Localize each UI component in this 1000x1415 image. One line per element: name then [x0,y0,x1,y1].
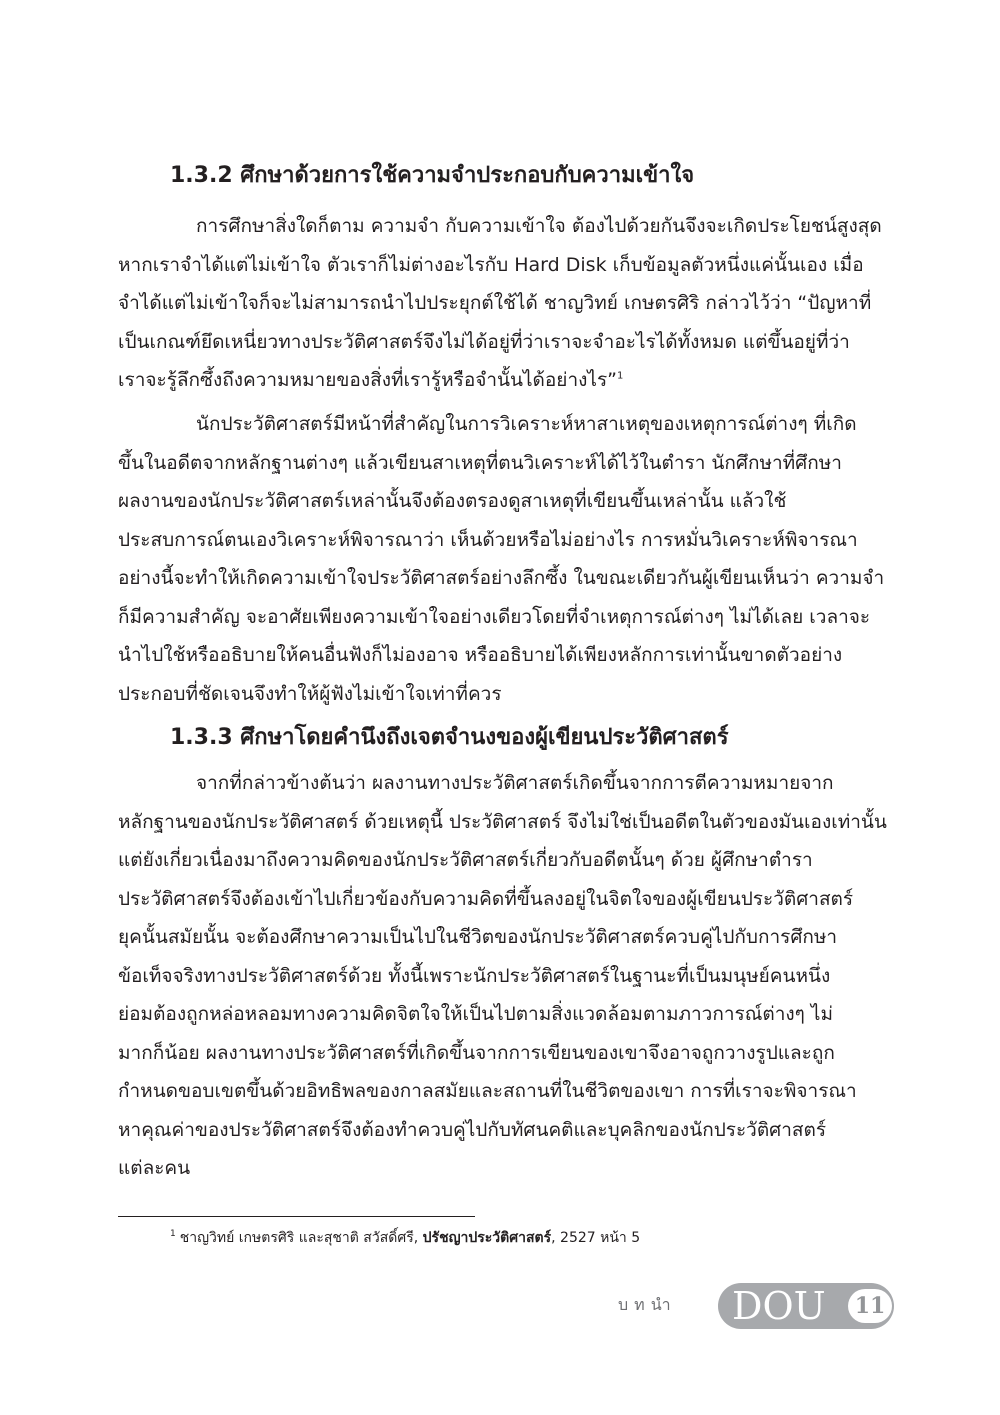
paragraph-line: หากเราจำได้แต่ไม่เข้าใจ ตัวเราก็ไม่ต่างอะไรกับ Hard Disk เก็บข้อมูลตัวหนึ่งแค่นั้นเอง เมื่อ [118,253,864,276]
footnote-divider [118,1216,475,1217]
dou-logo: DOU [732,1284,826,1328]
paragraph-line: เป็นเกณฑ์ยึดเหนี่ยวทางประวัติศาสตร์จึงไม่ได้อยู่ที่ว่าเราจะจำอะไรได้ทั้งหมด แต่ขึ้นอยู่ที่ว่า [118,330,850,353]
paragraph-line: ก็มีความสำคัญ จะอาศัยเพียงความเข้าใจอย่างเดียวโดยที่จำเหตุการณ์ต่างๆ ไม่ได้เลย เวลาจะ [118,605,871,628]
paragraph-line [118,361,895,400]
section-132-paragraph-2 [118,405,895,713]
section-133-heading: 1.3.3 ศึกษาโดยคำนึงถึงเจตจำนงของผู้เขียนประวัติศาสตร์ [170,725,729,750]
footnote-book-title: ปรัชญาประวัติศาสตร์ [422,1230,552,1246]
paragraph-line: หาคุณค่าของประวัติศาสตร์จึงต้องทำควบคู่ไปกับทัศนคติและบุคลิกของนักประวัติศาสตร์ [118,1118,827,1141]
page-number: 11 [848,1289,892,1323]
footnote-details: , 2527 หน้า 5 [551,1230,641,1246]
footnote-author: ชาญวิทย์ เกษตรศิริ และสุชาติ สวัสดิ์ศรี, [179,1230,419,1246]
paragraph-line: ย่อมต้องถูกหล่อหลอมทางความคิดจิตใจให้เป็นไปตามสิ่งแวดล้อมตามภาวการณ์ต่างๆ ไม่ [118,1003,833,1025]
paragraph-line: ข้อเท็จจริงทางประวัติศาสตร์ด้วย ทั้งนี้เพราะนักประวัติศาสตร์ในฐานะที่เป็นมนุษย์คนหนึ่ง [118,964,831,987]
chapter-name: บทนำ [618,1295,677,1314]
paragraph-line: แต่ยังเกี่ยวเนื่องมาถึงความคิดของนักประวัติศาสตร์เกี่ยวกับอดีตนั้นๆ ด้วย ผู้ศึกษาตำรา [118,849,813,871]
paragraph-line: ประกอบที่ชัดเจนจึงทำให้ผู้ฟังไม่เข้าใจเท่าที่ควร [118,682,502,705]
paragraph-line: มากก็น้อย ผลงานทางประวัติศาสตร์ที่เกิดขึ้นจากการเขียนของเขาจึงอาจถูกวางรูปและถูก [118,1041,835,1064]
paragraph-line: จากที่กล่าวข้างต้นว่า ผลงานทางประวัติศาสตร์เกิดขึ้นจากการตีความหมายจาก [196,772,834,794]
paragraph-line: แต่ละคน [118,1157,191,1179]
paragraph-line: ยุคนั้นสมัยนั้น จะต้องศึกษาความเป็นไปในชีวิตของนักประวัติศาสตร์ควบคู่ไปกับการศึกษา [118,926,838,948]
section-133-paragraph-1 [118,764,895,1188]
paragraph-line: หลักฐานของนักประวัติศาสตร์ ด้วยเหตุนี้ ประวัติศาสตร์ จึงไม่ใช่เป็นอดีตในตัวของมันเองเท่านั้น [118,810,887,833]
paragraph-line: นำไปใช้หรืออธิบายให้คนอื่นฟังก็ไม่องอาจ หรืออธิบายได้เพียงหลักการเท่านั้นขาดตัวอย่าง [118,644,843,666]
paragraph-line: อย่างนี้จะทำให้เกิดความเข้าใจประวัติศาสตร์อย่างลึกซึ้ง ในขณะเดียวกันผู้เขียนเห็นว่า ความจำ [118,567,885,589]
section-132-heading: 1.3.2 ศึกษาด้วยการใช้ความจำประกอบกับความเข้าใจ [170,163,695,188]
footnote [170,1227,640,1249]
footnote-reference[interactable]: 1 [617,370,624,382]
paragraph-line: ผลงานของนักประวัติศาสตร์เหล่านั้นจึงต้องตรองดูสาเหตุที่เขียนขึ้นเหล่านั้น แล้วใช้ [118,490,787,512]
footnote-marker: 1 [170,1229,176,1240]
paragraph-line: ขึ้นในอดีตจากหลักฐานต่างๆ แล้วเขียนสาเหตุที่ตนวิเคราะห์ได้ไว้ในตำรา นักศึกษาที่ศึกษา [118,451,842,474]
page-badge [718,1283,894,1329]
paragraph-line: กำหนดขอบเขตขึ้นด้วยอิทธิพลของกาลสมัยและสถานที่ในชีวิตของเขา การที่เราจะพิจารณา [118,1080,857,1102]
paragraph-line: จำได้แต่ไม่เข้าใจก็จะไม่สามารถนำไปประยุกต์ใช้ได้ ชาญวิทย์ เกษตรศิริ กล่าวไว้ว่า “ปัญหาที่ [118,292,872,314]
paragraph-line: นักประวัติศาสตร์มีหน้าที่สำคัญในการวิเคราะห์หาสาเหตุของเหตุการณ์ต่างๆ ที่เกิด [196,413,857,435]
paragraph-line-text: เราจะรู้ลึกซึ้งถึงความหมายของสิ่งที่เรารู้หรือจำนั้นได้อย่างไร” [118,369,617,391]
paragraph-line: ประวัติศาสตร์จึงต้องเข้าไปเกี่ยวข้องกับความคิดที่ขึ้นลงอยู่ในจิตใจของผู้เขียนประวัติศาสตร์ [118,887,854,910]
paragraph-line: ประสบการณ์ตนเองวิเคราะห์พิจารณาว่า เห็นด้วยหรือไม่อย่างไร การหมั่นวิเคราะห์พิจารณา [118,528,858,551]
paragraph-line: การศึกษาสิ่งใดก็ตาม ความจำ กับความเข้าใจ ต้องไปด้วยกันจึงจะเกิดประโยชน์สูงสุด [196,215,882,237]
section-132-paragraph-1 [118,207,895,400]
